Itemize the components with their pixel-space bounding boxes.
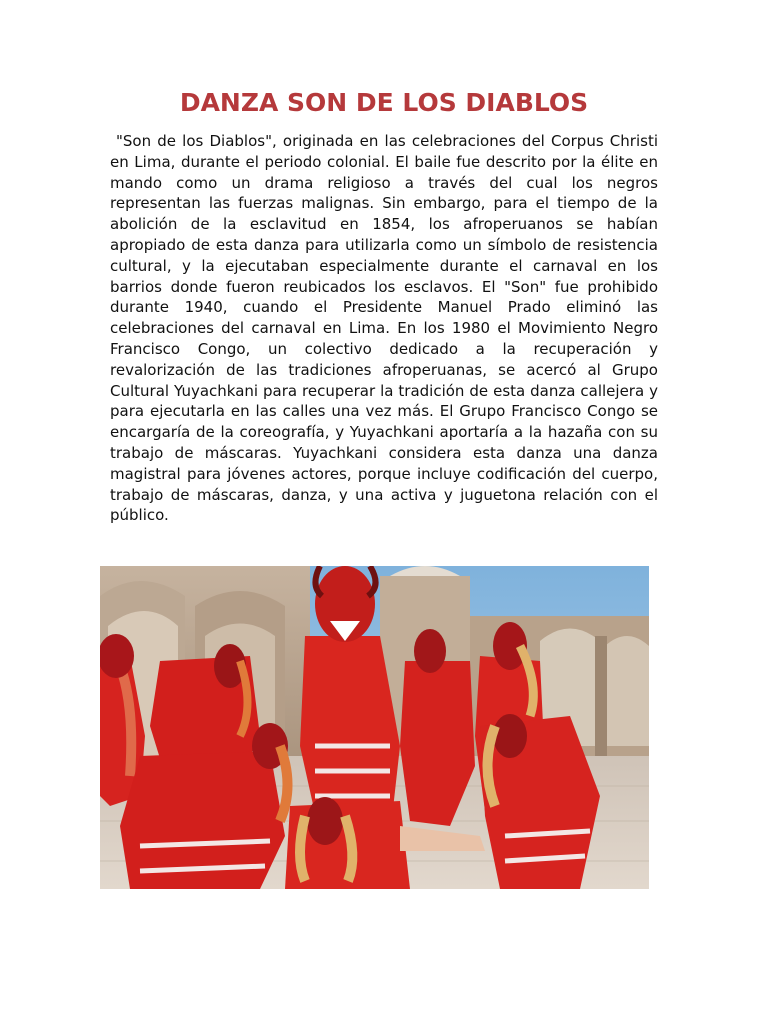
dancers-photo — [100, 566, 649, 889]
document-paragraph: "Son de los Diablos", originada en las celebraciones del Corpus Christi en Lima, durante el periodo colonial. El baile fue descrito por la élite en mando como un drama religioso a través del cual los negros representan las fuerzas malignas. Sin embargo, para el tiempo de la abolición de la esclavitud en 1854, los afroperuanos se habían apropiado de esta danza para utilizarla como un símbolo de resistencia cultural, y la ejecutaban especialmente durante el carnaval en los barrios donde fueron reubicados los esclavos. El "Son" fue prohibido durante 1940, cuando el Presidente Manuel Prado eliminó las celebraciones del carnaval en Lima. En los 1980 el Movimiento Negro Francisco Congo, un colectivo dedicado a la recuperación y revalorización de las tradiciones afroperuanas, se acercó al Grupo Cultural Yuyachkani para recuperar la tradición de esta danza callejera y para ejecutarla en las calles una vez más. El Grupo Francisco Congo se encargaría de la coreografía, y Yuyachkani aportaría a la hazaña con su trabajo de máscaras. Yuyachkani considera esta danza una danza magistral para jóvenes actores, porque incluye codificación del cuerpo, trabajo de máscaras, danza, y una activa y juguetona relación con el público. — [110, 132, 658, 525]
document-title: DANZA SON DE LOS DIABLOS — [179, 88, 589, 117]
